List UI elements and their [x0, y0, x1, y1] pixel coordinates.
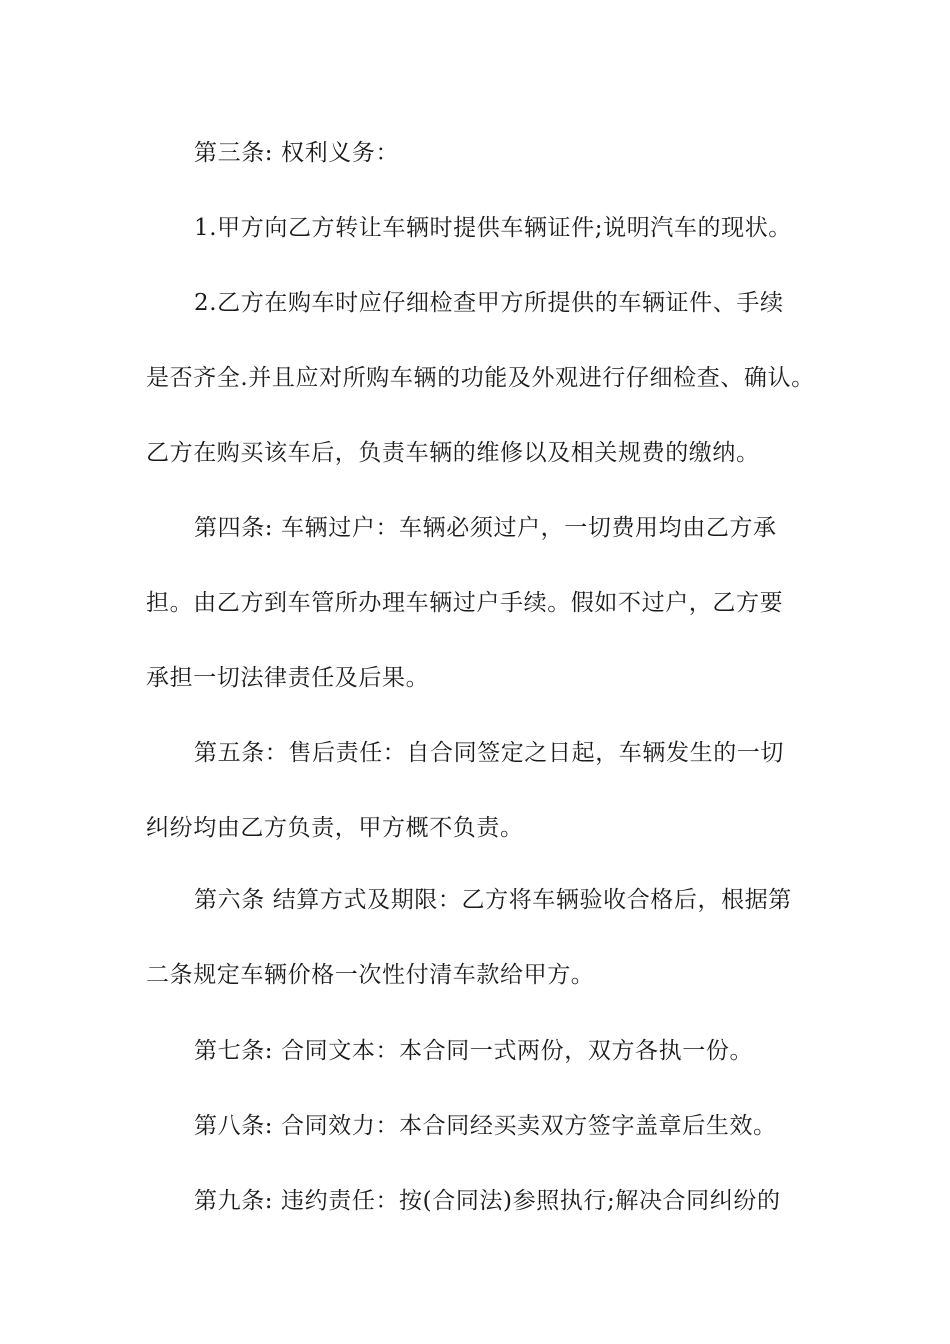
article-3-item-2-line-2: 是否齐全.并且应对所购车辆的功能及外观进行仔细检查、确认。: [146, 365, 815, 391]
article-8: 第八条: 合同效力：本合同经买卖双方签字盖章后生效。: [194, 1113, 777, 1139]
article-5-line-1: 第五条：售后责任：自合同签定之日起，车辆发生的一切: [194, 740, 784, 766]
article-6-line-2: 二条规定车辆价格一次性付清车款给甲方。: [146, 962, 595, 988]
article-3-item-2-line-3: 乙方在购买该车后，负责车辆的维修以及相关规费的缴纳。: [146, 440, 760, 466]
article-9-line-1: 第九条: 违约责任：按(合同法)参照执行;解决合同纠纷的: [194, 1188, 781, 1214]
article-4-line-3: 承担一切法律责任及后果。: [146, 665, 430, 691]
article-7: 第七条: 合同文本：本合同一式两份，双方各执一份。: [194, 1038, 754, 1064]
article-4-line-2: 担。由乙方到车管所办理车辆过户手续。假如不过户，乙方要: [146, 590, 784, 616]
article-5-line-2: 纠纷均由乙方负责，甲方概不负责。: [146, 815, 524, 841]
article-3-item-2-line-1: 2.乙方在购车时应仔细检查甲方所提供的车辆证件、手续: [194, 290, 784, 316]
article-3-heading: 第三条: 权利义务：: [194, 140, 400, 166]
article-4-line-1: 第四条: 车辆过户：车辆必须过户，一切费用均由乙方承: [194, 515, 777, 541]
article-3-item-1: 1.甲方向乙方转让车辆时提供车辆证件;说明汽车的现状。: [194, 215, 792, 241]
article-6-line-1: 第六条 结算方式及期限：乙方将车辆验收合格后，根据第: [194, 887, 792, 913]
